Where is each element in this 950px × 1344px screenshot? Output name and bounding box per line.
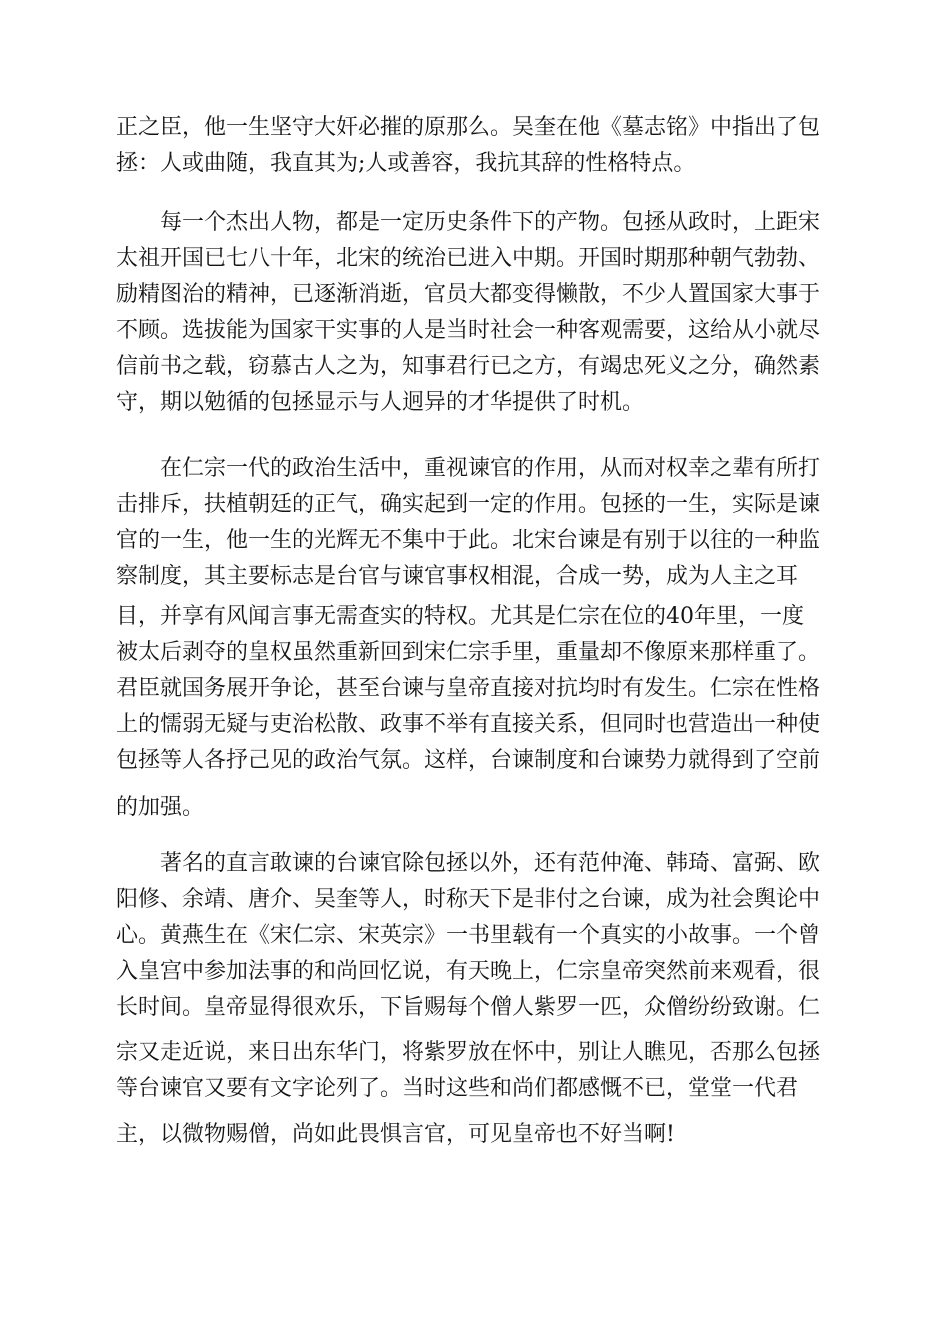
text-line: 守，期以勉循的包拯显示与人迥异的才华提供了时机。 [116, 390, 645, 415]
text-line: 心。黄燕生在《宋仁宗、宋英宗》一书里载有一个真实的小故事。一个曾 [116, 923, 821, 948]
text-line: 每一个杰出人物，都是一定历史条件下的产物。包拯从政时，上距宋 [160, 210, 821, 235]
text-line: 君臣就国务展开争论，甚至台谏与皇帝直接对抗均时有发生。仁宗在性格 [116, 676, 821, 701]
text-line: 察制度，其主要标志是台官与谏官事权相混，合成一势，成为人主之耳 [116, 564, 799, 589]
text-line: 击排斥，扶植朝廷的正气，确实起到一定的作用。包拯的一生，实际是谏 [116, 492, 821, 517]
text-line: 等台谏官又要有文字论列了。当时这些和尚们都感慨不已，堂堂一代君 [116, 1076, 799, 1101]
text-line: 主，以微物赐僧，尚如此畏惧言官，可见皇帝也不好当啊! [116, 1122, 675, 1147]
text-line: 被太后剥夺的皇权虽然重新回到宋仁宗手里，重量却不像原来那样重了。 [116, 640, 821, 665]
text-line: 信前书之载，窃慕古人之为，知事君行已之方，有竭忠死义之分，确然素 [116, 354, 821, 379]
text-line: 上的懦弱无疑与吏治松散、政事不举有直接关系，但同时也营造出一种使 [116, 712, 821, 737]
text-line: 目，并享有风闻言事无需查实的特权。尤其是仁宗在位的40年里，一度 [116, 604, 804, 629]
text-line: 的加强。 [116, 795, 205, 820]
text-line: 包拯等人各抒己见的政治气氛。这样，台谏制度和台谏势力就得到了空前 [116, 748, 821, 773]
text-line: 入皇宫中参加法事的和尚回忆说，有天晚上，仁宗皇帝突然前来观看，很 [116, 959, 821, 984]
text-line: 正之臣，他一生坚守大奸必摧的原那么。吴奎在他《墓志铭》中指出了包 [116, 115, 821, 140]
text-line: 励精图治的精神，已逐渐消逝，官员大都变得懒散，不少人置国家大事于 [116, 282, 821, 307]
text-line: 拯：人或曲随，我直其为;人或善容，我抗其辞的性格特点。 [116, 151, 696, 176]
text-line: 长时间。皇帝显得很欢乐，下旨赐每个僧人紫罗一匹，众僧纷纷致谢。仁 [116, 995, 821, 1020]
text-line: 阳修、余靖、唐介、吴奎等人，时称天下是非付之台谏，成为社会舆论中 [116, 887, 821, 912]
text-line: 太祖开国已七八十年，北宋的统治已进入中期。开国时期那种朝气勃勃、 [116, 246, 821, 271]
text-line: 不顾。选拔能为国家干实事的人是当时社会一种客观需要，这给从小就尽 [116, 318, 821, 343]
text-line: 宗又走近说，来日出东华门，将紫罗放在怀中，别让人瞧见，否那么包拯 [116, 1040, 821, 1065]
text-line: 官的一生，他一生的光辉无不集中于此。北宋台谏是有别于以往的一种监 [116, 528, 821, 553]
text-line: 著名的直言敢谏的台谏官除包拯以外，还有范仲淹、韩琦、富弼、欧 [160, 851, 821, 876]
text-line: 在仁宗一代的政治生活中，重视谏官的作用，从而对权幸之辈有所打 [160, 456, 821, 481]
